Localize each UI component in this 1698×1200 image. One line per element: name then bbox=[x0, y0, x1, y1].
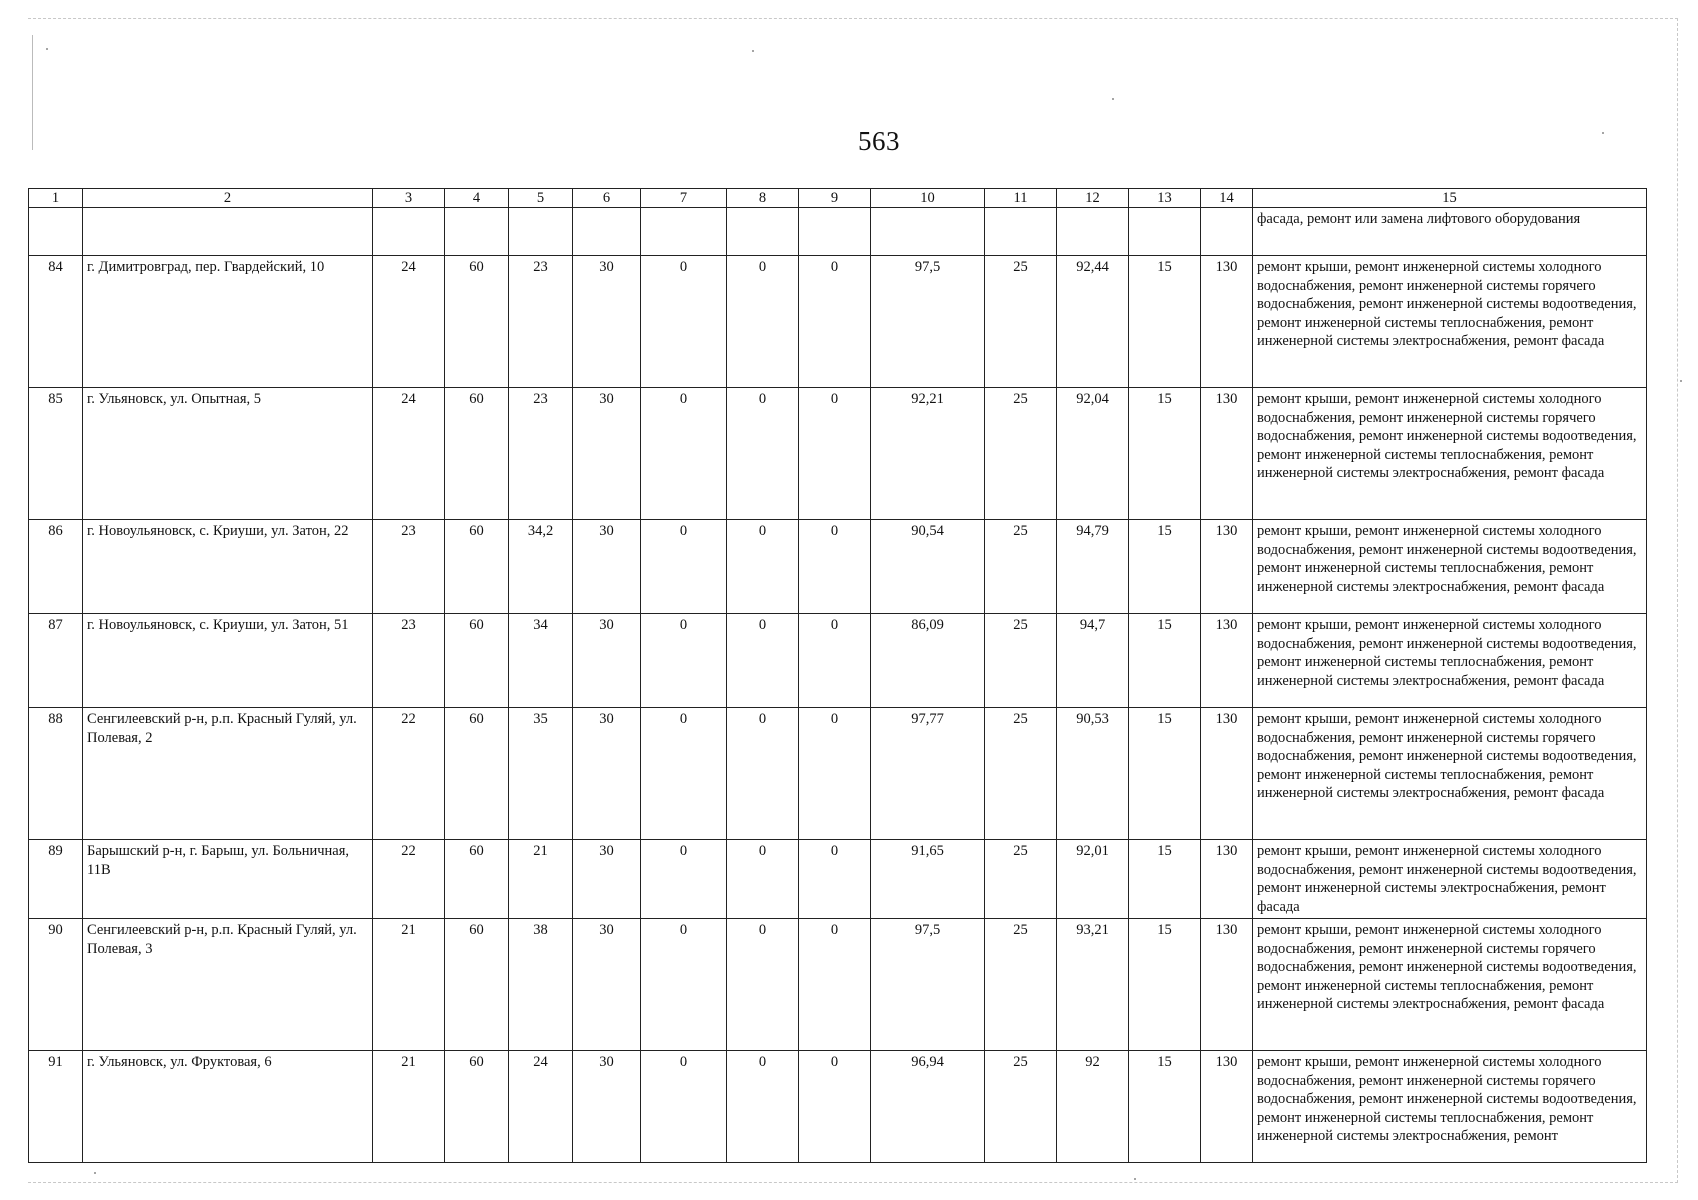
value-cell: 24 bbox=[373, 256, 445, 388]
value-cell: 15 bbox=[1129, 840, 1201, 919]
works-cell: ремонт крыши, ремонт инженерной системы холодного водоснабжения, ремонт инженерной системы горячего водоснабжения, ремонт инженерной системы водоотведения, ремонт инженерной системы теплоснабжения, ремонт инженерной системы электроснабжения, ремонт фасада bbox=[1253, 919, 1647, 1051]
value-cell: 130 bbox=[1201, 708, 1253, 840]
address-cell: г. Новоульяновск, с. Криуши, ул. Затон, 22 bbox=[83, 520, 373, 614]
value-cell: 0 bbox=[799, 919, 871, 1051]
value-cell: 0 bbox=[799, 256, 871, 388]
column-header: 15 bbox=[1253, 189, 1647, 208]
value-cell: 97,5 bbox=[871, 256, 985, 388]
column-header: 6 bbox=[573, 189, 641, 208]
value-cell: 21 bbox=[373, 1051, 445, 1163]
value-cell: 21 bbox=[509, 840, 573, 919]
address-cell: г. Ульяновск, ул. Фруктовая, 6 bbox=[83, 1051, 373, 1163]
value-cell: 0 bbox=[727, 919, 799, 1051]
value-cell: 22 bbox=[373, 708, 445, 840]
column-header: 7 bbox=[641, 189, 727, 208]
column-header: 8 bbox=[727, 189, 799, 208]
value-cell: 34 bbox=[509, 614, 573, 708]
value-cell: 90,53 bbox=[1057, 708, 1129, 840]
column-header: 1 bbox=[29, 189, 83, 208]
table-row bbox=[29, 919, 1647, 1051]
value-cell: 30 bbox=[573, 1051, 641, 1163]
value-cell: 0 bbox=[641, 708, 727, 840]
value-cell: 0 bbox=[799, 1051, 871, 1163]
value-cell: 30 bbox=[573, 614, 641, 708]
value-cell: 15 bbox=[1129, 256, 1201, 388]
table-row bbox=[29, 388, 1647, 520]
value-cell: 90,54 bbox=[871, 520, 985, 614]
scan-speck bbox=[1134, 1178, 1136, 1180]
column-header: 11 bbox=[985, 189, 1057, 208]
value-cell: 0 bbox=[727, 1051, 799, 1163]
value-cell: 24 bbox=[509, 1051, 573, 1163]
table-row bbox=[29, 614, 1647, 708]
value-cell: 94,79 bbox=[1057, 520, 1129, 614]
value-cell: 0 bbox=[727, 256, 799, 388]
value-cell: 0 bbox=[641, 840, 727, 919]
address-cell: г. Димитровград, пер. Гвардейский, 10 bbox=[83, 256, 373, 388]
address-cell: г. Новоульяновск, с. Криуши, ул. Затон, 51 bbox=[83, 614, 373, 708]
scan-speck bbox=[1112, 98, 1114, 100]
value-cell: 15 bbox=[1129, 708, 1201, 840]
column-header: 2 bbox=[83, 189, 373, 208]
scan-speck bbox=[46, 48, 48, 50]
column-header: 4 bbox=[445, 189, 509, 208]
value-cell: 130 bbox=[1201, 256, 1253, 388]
value-cell: 130 bbox=[1201, 388, 1253, 520]
value-cell: 60 bbox=[445, 919, 509, 1051]
value-cell: 38 bbox=[509, 919, 573, 1051]
value-cell: 0 bbox=[799, 840, 871, 919]
value-cell: 15 bbox=[1129, 614, 1201, 708]
value-cell: 25 bbox=[985, 1051, 1057, 1163]
value-cell: 0 bbox=[799, 614, 871, 708]
row-number: 90 bbox=[29, 919, 83, 1051]
value-cell: 0 bbox=[641, 919, 727, 1051]
table-row bbox=[29, 256, 1647, 388]
value-cell: 24 bbox=[373, 388, 445, 520]
value-cell: 30 bbox=[573, 388, 641, 520]
value-cell: 0 bbox=[799, 388, 871, 520]
value-cell: 97,77 bbox=[871, 708, 985, 840]
address-cell: Сенгилеевский р-н, р.п. Красный Гуляй, ул. Полевая, 2 bbox=[83, 708, 373, 840]
value-cell: 94,7 bbox=[1057, 614, 1129, 708]
value-cell: 60 bbox=[445, 840, 509, 919]
scan-speck bbox=[94, 1172, 96, 1174]
value-cell: 23 bbox=[373, 520, 445, 614]
column-header: 5 bbox=[509, 189, 573, 208]
row-number: 86 bbox=[29, 520, 83, 614]
row-number: 85 bbox=[29, 388, 83, 520]
row-number: 84 bbox=[29, 256, 83, 388]
value-cell: 93,21 bbox=[1057, 919, 1129, 1051]
row-number: 87 bbox=[29, 614, 83, 708]
value-cell: 92,01 bbox=[1057, 840, 1129, 919]
address-cell: Сенгилеевский р-н, р.п. Красный Гуляй, ул. Полевая, 3 bbox=[83, 919, 373, 1051]
table-row bbox=[29, 1051, 1647, 1163]
value-cell: 130 bbox=[1201, 520, 1253, 614]
scan-speck bbox=[752, 50, 754, 52]
works-cell: ремонт крыши, ремонт инженерной системы холодного водоснабжения, ремонт инженерной системы горячего водоснабжения, ремонт инженерной системы водоотведения, ремонт инженерной системы теплоснабжения, ремонт инженерной системы электроснабжения, ремонт bbox=[1253, 1051, 1647, 1163]
address-cell: г. Ульяновск, ул. Опытная, 5 bbox=[83, 388, 373, 520]
works-cell: ремонт крыши, ремонт инженерной системы холодного водоснабжения, ремонт инженерной системы горячего водоснабжения, ремонт инженерной системы водоотведения, ремонт инженерной системы теплоснабжения, ремонт инженерной системы электроснабжения, ремонт фасада bbox=[1253, 708, 1647, 840]
value-cell: 30 bbox=[573, 708, 641, 840]
table-row bbox=[29, 520, 1647, 614]
value-cell: 30 bbox=[573, 256, 641, 388]
value-cell: 25 bbox=[985, 520, 1057, 614]
value-cell: 0 bbox=[641, 388, 727, 520]
value-cell: 15 bbox=[1129, 919, 1201, 1051]
value-cell: 30 bbox=[573, 520, 641, 614]
value-cell: 0 bbox=[799, 520, 871, 614]
value-cell: 0 bbox=[641, 614, 727, 708]
table-row bbox=[29, 840, 1647, 919]
value-cell: 23 bbox=[373, 614, 445, 708]
value-cell: 0 bbox=[799, 708, 871, 840]
value-cell: 25 bbox=[985, 614, 1057, 708]
value-cell: 0 bbox=[727, 708, 799, 840]
value-cell: 15 bbox=[1129, 388, 1201, 520]
value-cell: 25 bbox=[985, 256, 1057, 388]
column-header: 10 bbox=[871, 189, 985, 208]
value-cell: 130 bbox=[1201, 1051, 1253, 1163]
value-cell: 60 bbox=[445, 256, 509, 388]
value-cell: 30 bbox=[573, 919, 641, 1051]
value-cell: 34,2 bbox=[509, 520, 573, 614]
works-cell: ремонт крыши, ремонт инженерной системы холодного водоснабжения, ремонт инженерной системы водоотведения, ремонт инженерной системы электроснабжения, ремонт фасада bbox=[1253, 840, 1647, 919]
address-cell: Барышский р-н, г. Барыш, ул. Больничная, 11В bbox=[83, 840, 373, 919]
value-cell: 92,21 bbox=[871, 388, 985, 520]
value-cell: 96,94 bbox=[871, 1051, 985, 1163]
value-cell: 60 bbox=[445, 1051, 509, 1163]
value-cell: 60 bbox=[445, 520, 509, 614]
value-cell: 0 bbox=[727, 840, 799, 919]
value-cell: 91,65 bbox=[871, 840, 985, 919]
value-cell: 25 bbox=[985, 840, 1057, 919]
value-cell: 97,5 bbox=[871, 919, 985, 1051]
value-cell: 25 bbox=[985, 919, 1057, 1051]
value-cell: 25 bbox=[985, 708, 1057, 840]
value-cell: 130 bbox=[1201, 614, 1253, 708]
value-cell: 0 bbox=[641, 256, 727, 388]
value-cell: 0 bbox=[727, 388, 799, 520]
works-cell: ремонт крыши, ремонт инженерной системы холодного водоснабжения, ремонт инженерной системы водоотведения, ремонт инженерной системы теплоснабжения, ремонт инженерной системы электроснабжения, ремонт фасада bbox=[1253, 520, 1647, 614]
page-number: 563 bbox=[858, 126, 900, 156]
value-cell: 92,44 bbox=[1057, 256, 1129, 388]
column-header: 14 bbox=[1201, 189, 1253, 208]
row-number: 89 bbox=[29, 840, 83, 919]
value-cell: 15 bbox=[1129, 520, 1201, 614]
value-cell: 92,04 bbox=[1057, 388, 1129, 520]
works-cell: ремонт крыши, ремонт инженерной системы холодного водоснабжения, ремонт инженерной системы водоотведения, ремонт инженерной системы теплоснабжения, ремонт инженерной системы электроснабжения, ремонт фасада bbox=[1253, 614, 1647, 708]
table-row bbox=[29, 708, 1647, 840]
value-cell: 30 bbox=[573, 840, 641, 919]
value-cell: 0 bbox=[727, 614, 799, 708]
value-cell: 21 bbox=[373, 919, 445, 1051]
value-cell: 60 bbox=[445, 388, 509, 520]
value-cell: 130 bbox=[1201, 919, 1253, 1051]
column-header: 12 bbox=[1057, 189, 1129, 208]
column-header: 13 bbox=[1129, 189, 1201, 208]
value-cell: 60 bbox=[445, 614, 509, 708]
value-cell: 0 bbox=[641, 1051, 727, 1163]
value-cell: 92 bbox=[1057, 1051, 1129, 1163]
row-number: 91 bbox=[29, 1051, 83, 1163]
value-cell: 23 bbox=[509, 256, 573, 388]
value-cell: 35 bbox=[509, 708, 573, 840]
works-cell: ремонт крыши, ремонт инженерной системы холодного водоснабжения, ремонт инженерной системы горячего водоснабжения, ремонт инженерной системы водоотведения, ремонт инженерной системы теплоснабжения, ремонт инженерной системы электроснабжения, ремонт фасада bbox=[1253, 388, 1647, 520]
value-cell: 130 bbox=[1201, 840, 1253, 919]
works-cell: фасада, ремонт или замена лифтового оборудования bbox=[1253, 208, 1647, 256]
column-header: 9 bbox=[799, 189, 871, 208]
value-cell: 60 bbox=[445, 708, 509, 840]
row-number: 88 bbox=[29, 708, 83, 840]
value-cell: 86,09 bbox=[871, 614, 985, 708]
column-number-row bbox=[29, 189, 1647, 208]
works-cell: ремонт крыши, ремонт инженерной системы холодного водоснабжения, ремонт инженерной системы горячего водоснабжения, ремонт инженерной системы водоотведения, ремонт инженерной системы теплоснабжения, ремонт инженерной системы электроснабжения, ремонт фасада bbox=[1253, 256, 1647, 388]
scan-speck bbox=[1680, 380, 1682, 382]
continuation-row bbox=[29, 208, 1647, 256]
value-cell: 0 bbox=[727, 520, 799, 614]
column-header: 3 bbox=[373, 189, 445, 208]
capital-repair-table bbox=[28, 188, 1647, 1163]
value-cell: 22 bbox=[373, 840, 445, 919]
value-cell: 25 bbox=[985, 388, 1057, 520]
value-cell: 23 bbox=[509, 388, 573, 520]
value-cell: 15 bbox=[1129, 1051, 1201, 1163]
value-cell: 0 bbox=[641, 520, 727, 614]
